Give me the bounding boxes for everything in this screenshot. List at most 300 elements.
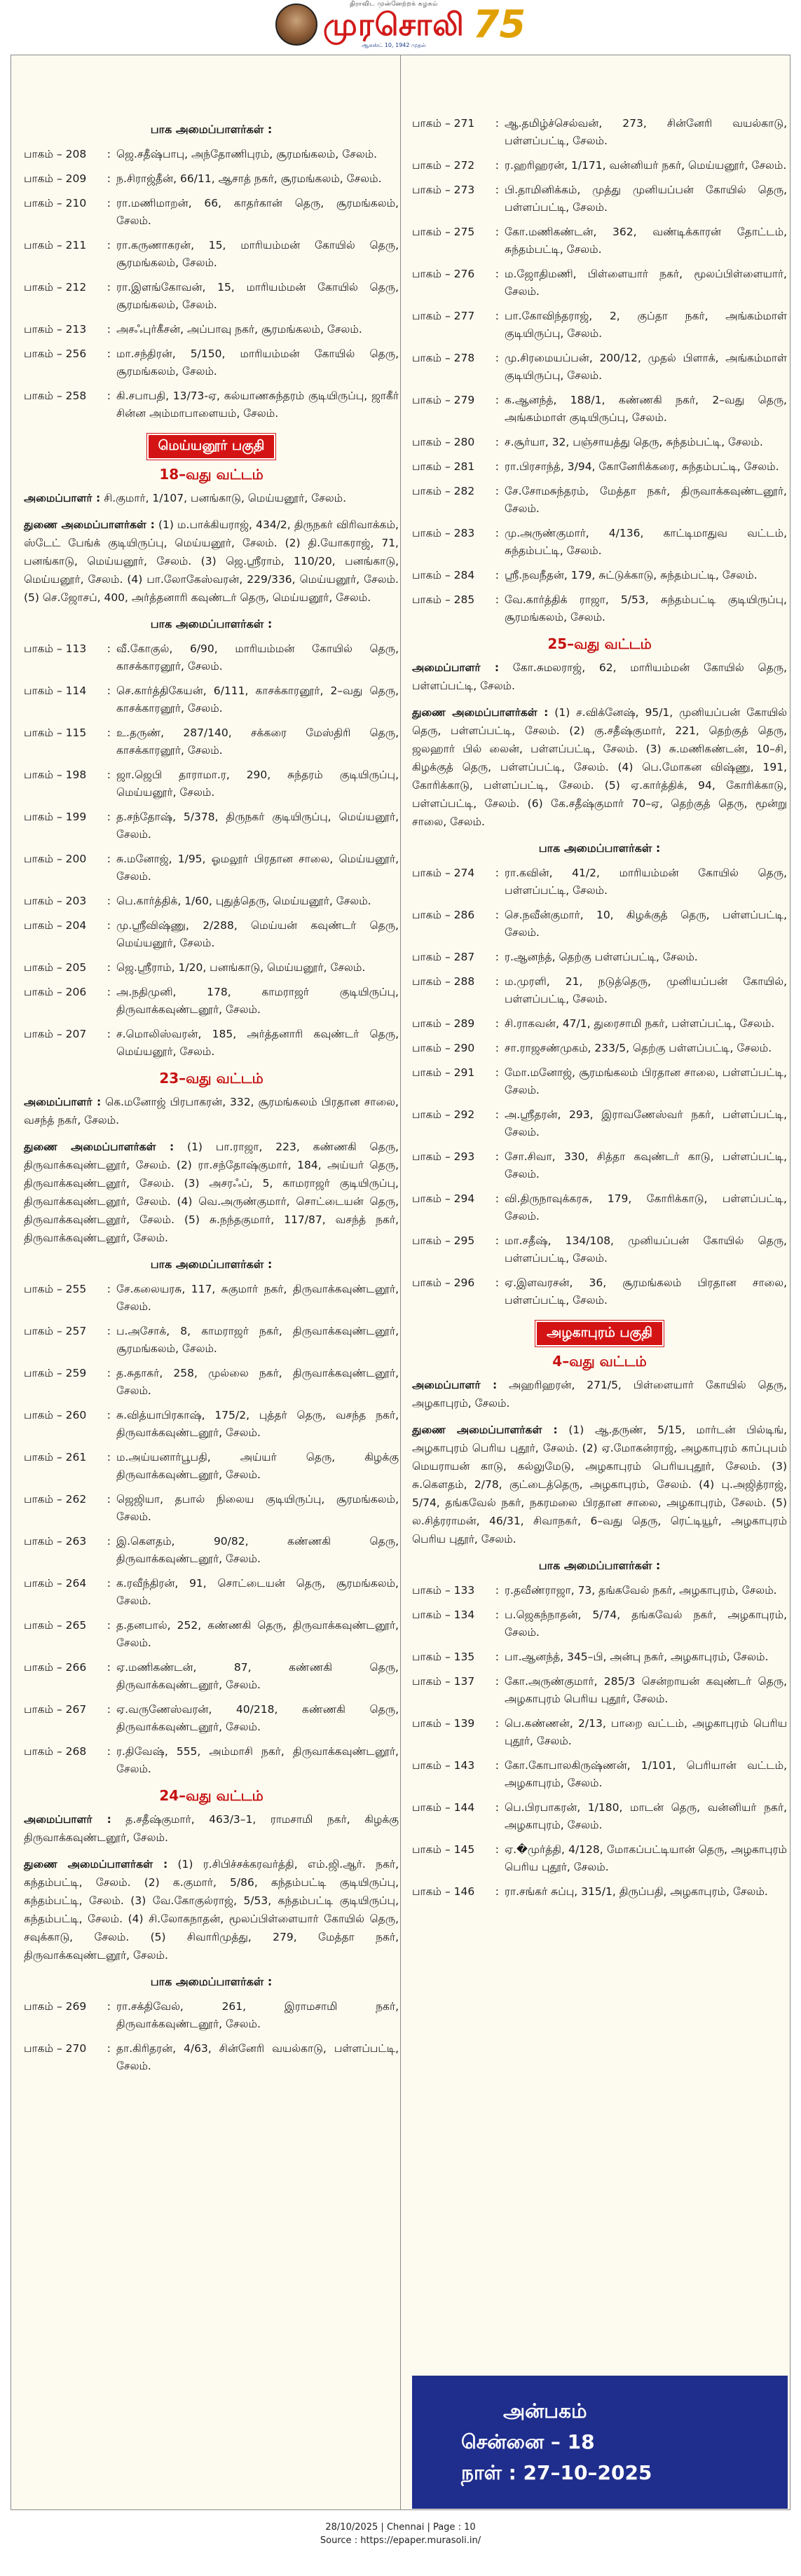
booth-number — [24, 1407, 116, 1442]
booth-entry — [412, 181, 787, 216]
left-column — [24, 55, 399, 2082]
booth-number — [24, 1701, 116, 1736]
booth-number-text: பாகம் – 296 — [412, 1276, 475, 1289]
booth-list — [24, 1281, 399, 1778]
booth-number — [24, 850, 116, 886]
booth-address: வே.கார்த்திக் ராஜா, 5/53, சுந்தம்பட்டி குடியிருப்பு, சூரமங்கலம், சேலம். — [505, 593, 787, 624]
separator: : — [107, 986, 111, 998]
booth-number — [412, 525, 505, 560]
booth-address: மு.சிரமையப்பன், 200/12, முதல் பிளாக், அங்கம்மாள் குடியிருப்பு, சேலம். — [505, 352, 787, 382]
booth-number-text: பாகம் – 264 — [24, 1577, 87, 1590]
booth-organizers-heading: பாக அமைப்பாளர்கள் : — [150, 1258, 273, 1271]
booth-number-text: பாகம் – 213 — [24, 323, 87, 336]
booth-organizers-heading: பாக அமைப்பாளர்கள் : — [538, 1559, 661, 1572]
separator: : — [495, 310, 499, 322]
booth-number — [412, 223, 505, 259]
booth-organizers-heading: பாக அமைப்பாளர்கள் : — [538, 841, 661, 855]
booth-address: ரா.கவின், 41/2, மாரியம்மன் கோயில் தெரு, பள்ளப்பட்டி, சேலம். — [505, 867, 787, 897]
deputies-text: (1) ம.பாக்கியராஜ், 434/2, திருநகர் விரிவாக்கம், ஸ்டேட் பேங்க் குடியிருப்பு, மெய்யனூர், சேலம். (2) தி.யோகராஜ், 71, பனங்காடு, மெய்யனூர், சேலம். (3) ஜெ.ஸ்ரீராம், 110/20, பனங்காடு, மெய்யனூர், சேலம். (4) பா.லோகேஸ்வரன், 229/336, மெய்யனூர், சேலம். (5) செ.ஜோசப், 400, அர்த்தனாரி கவுண்டர் தெரு, மெய்யனூர், சேலம். — [24, 518, 399, 604]
booth-number — [24, 640, 116, 675]
booth-entry — [24, 808, 399, 843]
booth-number — [24, 1281, 116, 1316]
booth-address: தா.கிரிதரன், 4/63, சின்னேரி வயல்காடு, பள்ளப்பட்டி, சேலம். — [116, 2042, 399, 2072]
booth-entry — [24, 984, 399, 1019]
separator: : — [495, 867, 499, 879]
booth-number-text: பாகம் – 271 — [412, 117, 475, 130]
booth-entry — [24, 237, 399, 272]
booth-address: கோ.அருண்குமார், 285/3 சென்றாயன் கவுண்டர் தெரு, அழகாபுரம் பெரிய புதூர், சேலம். — [505, 1675, 787, 1705]
separator: : — [107, 853, 111, 865]
booth-entry — [24, 1533, 399, 1568]
booth-entry — [412, 525, 787, 560]
booth-number — [412, 1673, 505, 1708]
booth-entry — [24, 321, 399, 338]
footer-edition: 28/10/2025 | Chennai | Page : 10 — [325, 2522, 476, 2533]
booth-number — [24, 1533, 116, 1568]
booth-address: செ.நவீன்குமார், 10, கிழக்குத் தெரு, பள்ளப்பட்டி, சேலம். — [505, 909, 787, 939]
separator: : — [495, 593, 499, 606]
booth-number-text: பாகம் – 279 — [412, 394, 475, 406]
ward-organizer — [24, 1093, 399, 1129]
booth-number — [412, 1606, 505, 1641]
booth-entry — [24, 640, 399, 675]
booth-entry — [24, 1701, 399, 1736]
booth-address: ச.சூர்யா, 32, பஞ்சாயத்து தெரு, சுந்தம்பட்டி, சேலம். — [505, 436, 763, 448]
logo-sub: ஆகஸ்ட் 10, 1942 முதல் — [362, 41, 426, 48]
separator: : — [495, 159, 499, 172]
booth-number — [412, 1232, 505, 1267]
booth-address: ர.தவீண்ராஜா, 73, தங்கவேல் நகர், அழகாபுரம், சேலம். — [505, 1584, 777, 1597]
booth-address: ம.ஜோதிமணி, பிள்ளையார் நகர், மூலப்பிள்ளையார், சேலம். — [505, 268, 787, 298]
booth-number-text: பாகம் – 275 — [412, 226, 475, 238]
booth-address: மா.சந்திரன், 5/150, மாரியம்மன் கோயில் தெரு, சூரமங்கலம், சேலம். — [116, 347, 399, 378]
booth-entry — [24, 1323, 399, 1358]
separator: : — [495, 1042, 499, 1054]
ward-heading: 18–வது வட்டம் — [159, 466, 263, 483]
separator: : — [107, 919, 111, 932]
booth-number — [24, 1323, 116, 1358]
organizer-label: அமைப்பாளர் : — [24, 492, 101, 504]
separator: : — [107, 239, 111, 252]
separator: : — [107, 1283, 111, 1295]
booth-number-text: பாகம் – 204 — [24, 919, 87, 932]
separator: : — [107, 1577, 111, 1590]
separator: : — [107, 961, 111, 974]
booth-address: ஏ.மணிகண்டன், 87, கண்ணகி தெரு, திருவாக்கவுண்டனூர், சேலம். — [116, 1661, 399, 1691]
founder-portrait-icon — [275, 4, 317, 46]
booth-address: ப.ஜெகந்நாதன், 5/74, தங்கவேல் நகர், அழகாபுரம், சேலம். — [505, 1609, 787, 1639]
booth-address: மா.சதீஷ், 134/108, முனியப்பன் கோயில் தெரு, பள்ளப்பட்டி, சேலம். — [505, 1234, 787, 1265]
separator: : — [107, 895, 111, 907]
booth-number-text: பாகம் – 205 — [24, 961, 87, 974]
booth-number-text: பாகம் – 261 — [24, 1451, 87, 1463]
booth-number-text: பாகம் – 145 — [412, 1843, 475, 1856]
booth-number-text: பாகம் – 273 — [412, 184, 475, 196]
booth-entry — [24, 1491, 399, 1526]
booth-number — [24, 2040, 116, 2075]
booth-address: ம.அய்யனார்பூபதி, அய்யர் தெரு, கிழக்கு திருவாக்கவுண்டனூர், சேலம். — [116, 1451, 399, 1481]
booth-entry — [412, 1190, 787, 1225]
ward-deputies — [24, 1138, 399, 1247]
booth-entry — [412, 865, 787, 900]
booth-address: கோ.மணிகண்டன், 362, வண்டிக்காரன் தோட்டம், சுந்தம்பட்டி, சேலம். — [505, 226, 787, 256]
booth-number — [24, 321, 116, 338]
booth-entry — [412, 1757, 787, 1792]
separator: : — [107, 1367, 111, 1379]
booth-number-text: பாகம் – 285 — [412, 593, 475, 606]
booth-number — [24, 1575, 116, 1610]
booth-entry — [412, 458, 787, 476]
booth-entry — [412, 434, 787, 451]
booth-number — [412, 266, 505, 301]
booth-number — [412, 115, 505, 150]
booth-address: பா.ஆனந்த், 345–பி, அன்பு நகர், அழகாபுரம், சேலம். — [505, 1651, 769, 1663]
booth-number-text: பாகம் – 206 — [24, 986, 87, 998]
booth-entry — [24, 1026, 399, 1061]
organizer-text: அஹரிஹரன், 271/5, பிள்ளையார் கோயில் தெரு, அழகாபுரம், சேலம். — [412, 1379, 787, 1410]
separator: : — [107, 323, 111, 336]
booth-number-text: பாகம் – 290 — [412, 1042, 475, 1054]
booth-number-text: பாகம் – 143 — [412, 1759, 475, 1772]
booth-entry — [412, 949, 787, 966]
booth-number — [24, 1998, 116, 2033]
booth-number — [412, 1715, 505, 1750]
booth-address: சு.வித்யாபிரகாஷ், 175/2, புத்தர் தெரு, வசந்த நகர், திருவாக்கவுண்டனூர், சேலம். — [116, 1409, 399, 1439]
booth-address: ஜெ.சதீஷ்பாபு, அந்தோணிபுரம், சூரமங்கலம், சேலம். — [116, 148, 378, 160]
booth-number — [412, 308, 505, 343]
booth-address: க.ரவீந்திரன், 91, சொட்டையன் தெரு, சூரமங்கலம், சேலம். — [116, 1577, 399, 1607]
separator: : — [495, 569, 499, 581]
booth-number — [24, 682, 116, 717]
separator: : — [495, 184, 499, 196]
booth-number-text: பாகம் – 270 — [24, 2042, 87, 2055]
booth-address: ரா.பிரசாந்த், 3/94, கோனேரிக்கரை, சுந்தம்பட்டி, சேலம். — [505, 460, 779, 473]
booth-number-text: பாகம் – 266 — [24, 1661, 87, 1674]
separator: : — [107, 1451, 111, 1463]
separator: : — [495, 485, 499, 497]
booth-number-text: பாகம் – 198 — [24, 769, 87, 781]
anniversary-badge: 75 — [472, 2, 526, 46]
booth-entry — [412, 1799, 787, 1834]
booth-list — [24, 1998, 399, 2075]
booth-number — [24, 237, 116, 272]
booth-entry — [412, 1106, 787, 1141]
booth-entry — [412, 1232, 787, 1267]
booth-entry — [412, 266, 787, 301]
separator: : — [495, 1276, 499, 1289]
separator: : — [495, 1017, 499, 1030]
booth-number-text: பாகம் – 277 — [412, 310, 475, 322]
separator: : — [107, 1745, 111, 1758]
separator: : — [495, 352, 499, 364]
separator: : — [495, 1192, 499, 1205]
booth-entry — [412, 1015, 787, 1033]
booth-number-text: பாகம் – 284 — [412, 569, 475, 581]
separator: : — [495, 1885, 499, 1898]
deputies-text: (1) ஆ.தருண், 5/15, மார்டன் பில்டிங், அழகாபுரம் பெரிய புதூர், சேலம். (2) ஏ.மோகன்ராஜ், அழகாபுரம் காப்புபம் மெயராயன் காடு, கல்லுமேடு, அழகாபுரம் பெரியபுதூர், சேலம். (3) சு.கௌதம், 2/78, குட்டைத்தெரு, அழகாபுரம், சேலம். (4) பு.அஜித்ராஜ், 5/74, தங்கவேல் நகர், நகரமலை பிரதான சாலை, அழகாபுரம், சேலம். (5) ல.சித்ரராமன், 46/31, சிவாநகர், 6–வது தெரு, ரெட்டியூர், அழகாபுரம் பெரிய புதூர், சேலம். — [412, 1424, 788, 1545]
booth-entry — [412, 157, 787, 174]
booth-number — [24, 170, 116, 188]
separator: : — [107, 2042, 111, 2055]
booth-number — [412, 1841, 505, 1876]
deputies-label: துணை அமைப்பாளர்கள் : — [412, 1424, 558, 1436]
separator: : — [495, 951, 499, 963]
booth-entry — [24, 1407, 399, 1442]
booth-address: ந.சிராஜ்தீன், 66/11, ஆசாத் நகர், சூரமங்கலம், சேலம். — [116, 172, 382, 185]
booth-number — [412, 392, 505, 427]
separator: : — [107, 811, 111, 823]
booth-address: ஏ.�முர்த்தி, 4/128, மோகப்பட்டியான் தெரு, அழகாபுரம் பெரிய புதூர், சேலம். — [505, 1843, 787, 1873]
booth-entry — [412, 223, 787, 259]
booth-number — [412, 1799, 505, 1834]
booth-number — [24, 766, 116, 801]
booth-address: ரா.இளங்கோவன், 15, மாரியம்மன் கோயில் தெரு, சூரமங்கலம், சேலம். — [116, 281, 399, 311]
booth-entry — [412, 1606, 787, 1641]
booth-list — [412, 1582, 787, 1901]
booth-address: த.தனபால், 252, கண்ணகி தெரு, திருவாக்கவுண்டனூர், சேலம். — [116, 1619, 399, 1649]
booth-address: அ.ஸ்ரீதரன், 293, இராவணேஸ்வர் நகர், பள்ளப்பட்டி, சேலம். — [505, 1108, 787, 1138]
booth-number — [412, 1148, 505, 1183]
booth-number — [24, 146, 116, 163]
greeting-box — [412, 2376, 788, 2509]
ward-organizer — [24, 1810, 399, 1847]
booth-number-text: பாகம் – 294 — [412, 1192, 475, 1205]
booth-number — [412, 1274, 505, 1309]
separator: : — [495, 1066, 499, 1079]
booth-number-text: பாகம் – 137 — [412, 1675, 475, 1688]
logo-tagline: திராவிட முன்னேற்றக் கழகம் — [350, 0, 438, 8]
booth-entry — [412, 308, 787, 343]
separator: : — [107, 390, 111, 402]
separator: : — [107, 1535, 111, 1548]
separator: : — [495, 226, 499, 238]
booth-number-text: பாகம் – 281 — [412, 460, 475, 473]
booth-address: ஏ.இளவரசன், 36, சூரமங்கலம் பிரதான சாலை, பள்ளப்பட்டி, சேலம். — [505, 1276, 787, 1307]
booth-organizers-heading: பாக அமைப்பாளர்கள் : — [150, 123, 273, 136]
booth-entry — [24, 724, 399, 759]
booth-entry — [24, 170, 399, 188]
booth-address: ஸ்ரீ.நவநீதன், 179, சுட்டுக்காடு, சுந்தம்பட்டி, சேலம். — [505, 569, 758, 581]
booth-address: பா.கோவிந்தராஜ், 2, குப்தா நகர், அங்கம்மாள் குடியிருப்பு, சேலம். — [505, 310, 787, 340]
booth-number-text: பாகம் – 280 — [412, 436, 475, 448]
booth-number-text: பாகம் – 267 — [24, 1703, 87, 1716]
booth-address: ரா.மணிமாறன், 66, காதர்கான் தெரு, சூரமங்கலம், சேலம். — [116, 197, 399, 227]
deputies-label: துணை அமைப்பாளர்கள் : — [24, 1858, 168, 1871]
deputies-text: (1) பா.ராஜா, 223, கண்ணகி தெரு, திருவாக்கவுண்டனூர், சேலம். (2) ரா.சந்தோஷ்குமார், 184, அய்யர் தெரு, திருவாக்கவுண்டனூர், சேலம். (3) அசரஃப், 5, காமராஜர் குடியிருப்பு, திருவாக்கவுண்டனூர், சேலம். (4) வெ.அருண்குமார், சொட்டையன் தெரு, திருவாக்கவுண்டனூர், சேலம். (5) சு.நந்தகுமார், 117/87, வசந்த் நகர், திருவாக்கவுண்டனூர், சேலம். — [24, 1141, 399, 1244]
booth-number-text: பாகம் – 274 — [412, 867, 475, 879]
booth-number — [24, 1617, 116, 1652]
separator: : — [107, 1409, 111, 1421]
newspaper-title: முரசொலி — [322, 6, 465, 43]
booth-address: பெ.கண்ணன், 2/13, பாறை வட்டம், அழகாபுரம் பெரிய புதூர், சேலம். — [505, 1717, 787, 1747]
separator: : — [495, 1234, 499, 1247]
booth-entry — [24, 1617, 399, 1652]
booth-number-text: பாகம் – 265 — [24, 1619, 87, 1632]
booth-entry — [412, 1673, 787, 1708]
booth-entry — [412, 907, 787, 942]
separator: : — [495, 975, 499, 988]
separator: : — [107, 1661, 111, 1674]
booth-entry — [412, 483, 787, 518]
booth-number — [24, 959, 116, 977]
booth-address: ரா.கருணாகரன், 15, மாரியம்மன் கோயில் தெரு, சூரமங்கலம், சேலம். — [116, 239, 399, 269]
separator: : — [107, 2000, 111, 2013]
separator: : — [107, 769, 111, 781]
separator: : — [495, 1108, 499, 1121]
booth-address: ஏ.வருணேஸ்வரன், 40/218, கண்ணகி தெரு, திருவாக்கவுண்டனூர், சேலம். — [116, 1703, 399, 1733]
separator: : — [107, 642, 111, 655]
greeting-date: நாள் : 27–10–2025 — [461, 2461, 652, 2484]
booth-number-text: பாகம் – 256 — [24, 347, 87, 360]
booth-entry — [24, 146, 399, 163]
column-divider — [400, 55, 401, 2510]
separator: : — [495, 394, 499, 406]
separator: : — [495, 1584, 499, 1597]
ward-organizer — [412, 1376, 787, 1412]
booth-number-text: பாகம் – 269 — [24, 2000, 87, 2013]
booth-number-text: பாகம் – 291 — [412, 1066, 475, 1079]
booth-entry — [24, 850, 399, 886]
separator: : — [107, 347, 111, 360]
booth-number-text: பாகம் – 255 — [24, 1283, 87, 1295]
booth-address: சா.ராஜசண்முகம், 233/5, தெற்கு பள்ளப்பட்டி, சேலம். — [505, 1042, 772, 1054]
booth-address: ச.மொலிஸ்வரன், 185, அர்த்தனாரி கவுண்டர் தெரு, மெய்யனூர், சேலம். — [116, 1028, 399, 1058]
booth-entry — [24, 917, 399, 952]
ward-organizer — [412, 659, 787, 695]
booth-address: சோ.சிவா, 330, சித்தா கவுண்டர் காடு, பள்ளப்பட்டி, சேலம். — [505, 1150, 787, 1180]
ward-heading: 23–வது வட்டம் — [159, 1070, 263, 1087]
booth-address: ம.முரளி, 21, நடுத்தெரு, முனியப்பன் கோயில், பள்ளப்பட்டி, சேலம். — [505, 975, 787, 1005]
booth-number-text: பாகம் – 293 — [412, 1150, 475, 1163]
booth-number-text: பாகம் – 282 — [412, 485, 475, 497]
booth-address: த.சுதாகர், 258, முல்லை நகர், திருவாக்கவுண்டனூர், சேலம். — [116, 1367, 399, 1397]
booth-address: ஆ.தமிழ்ச்செல்வன், 273, சின்னேரி வயல்காடு, பள்ளப்பட்டி, சேலம். — [505, 117, 787, 147]
booth-list — [412, 865, 787, 1309]
booth-address: த.சந்தோஷ், 5/378, திருநகர் குடியிருப்பு, மெய்யனூர், சேலம். — [116, 811, 399, 841]
organizer-text: சி.குமார், 1/107, பனங்காடு, மெய்யனூர், சேலம். — [104, 492, 347, 504]
right-column — [412, 55, 787, 1908]
booth-number — [24, 1449, 116, 1484]
booth-number-text: பாகம் – 292 — [412, 1108, 475, 1121]
booth-number-text: பாகம் – 287 — [412, 951, 475, 963]
separator: : — [107, 1493, 111, 1506]
booth-number-text: பாகம் – 146 — [412, 1885, 475, 1898]
booth-number — [24, 1365, 116, 1400]
booth-address: மு.அருண்குமார், 4/136, காட்டிமாதுவ வட்டம், சுந்தம்பட்டி, சேலம். — [505, 527, 787, 557]
booth-address: சே.சோமசுந்தரம், மேத்தா நகர், திருவாக்கவுண்டனூர், சேலம். — [505, 485, 787, 515]
booth-number — [412, 1015, 505, 1033]
booth-number — [412, 973, 505, 1008]
separator: : — [495, 909, 499, 921]
booth-number — [24, 1026, 116, 1061]
greeting-place: அன்பகம் — [503, 2399, 587, 2423]
booth-number — [24, 279, 116, 314]
booth-entry — [412, 1148, 787, 1183]
booth-address: சி.ராகவன், 47/1, துரைசாமி நகர், பள்ளப்பட்டி, சேலம். — [505, 1017, 775, 1030]
booth-number-text: பாகம் – 207 — [24, 1028, 87, 1040]
booth-number — [24, 984, 116, 1019]
ward-organizer — [24, 489, 399, 507]
separator: : — [107, 197, 111, 209]
masthead — [0, 0, 801, 49]
booth-address: ஜா.ஜெபி தாராமா.ர, 290, சுந்தரம் குடியிருப்பு, மெய்யனூர், சேலம். — [116, 769, 399, 799]
separator: : — [495, 436, 499, 448]
booth-number — [412, 1064, 505, 1099]
booth-address: பெ.கார்த்திக், 1/60, புதுத்தெரு, மெய்யனூர், சேலம். — [116, 895, 371, 907]
ward-deputies — [412, 703, 787, 831]
booth-address: சே.கலையரசு, 117, சுகுமார் நகர், திருவாக்கவுண்டனூர், சேலம். — [116, 1283, 399, 1313]
booth-entry — [24, 766, 399, 801]
booth-list — [24, 146, 399, 422]
region-heading — [412, 1321, 787, 1346]
booth-number-text: பாகம் – 200 — [24, 853, 87, 865]
separator: : — [495, 1150, 499, 1163]
deputies-label: துணை அமைப்பாளர்கள் : — [24, 1141, 174, 1153]
booth-number — [412, 1190, 505, 1225]
booth-number-text: பாகம் – 268 — [24, 1745, 87, 1758]
booth-address: வி.திருநாவுக்கரசு, 179, கோரிக்காடு, பள்ளப்பட்டி, சேலம். — [505, 1192, 787, 1222]
separator: : — [107, 726, 111, 739]
booth-number — [412, 1040, 505, 1057]
organizer-text: கோ.சுமலராஜ், 62, மாரியம்மன் கோயில் தெரு, பள்ளப்பட்டி, சேலம். — [412, 661, 787, 692]
booth-entry — [412, 567, 787, 584]
separator: : — [495, 1759, 499, 1772]
booth-number — [412, 1106, 505, 1141]
booth-number — [24, 1743, 116, 1778]
separator: : — [107, 172, 111, 185]
booth-number-text: பாகம் – 272 — [412, 159, 475, 172]
separator: : — [495, 1843, 499, 1856]
booth-number — [412, 1757, 505, 1792]
booth-address: சு.மனோஜ், 1/95, ஓமலூர் பிரதான சாலை, மெய்யனூர், சேலம். — [116, 853, 399, 883]
booth-number — [412, 1648, 505, 1666]
booth-address: உ.தருண், 287/140, சக்கரை மேஸ்திரி தெரு, காசக்காரனூர், சேலம். — [116, 726, 399, 757]
booth-number — [24, 1659, 116, 1694]
booth-address: கோ.கோபாலகிருஷ்ணன், 1/101, பெரியான் வட்டம், அழகாபுரம், சேலம். — [505, 1759, 787, 1789]
booth-address: செ.கார்த்திகேயன், 6/111, காசக்காரனூர், 2–வது தெரு, காசக்காரனூர், சேலம். — [116, 684, 399, 715]
booth-number — [412, 157, 505, 174]
separator: : — [495, 117, 499, 130]
booth-entry — [24, 1575, 399, 1610]
booth-number — [412, 591, 505, 626]
booth-number-text: பாகம் – 115 — [24, 726, 87, 739]
ward-deputies — [412, 1421, 787, 1548]
booth-number-text: பாகம் – 133 — [412, 1584, 475, 1597]
booth-address: அ.நதிமுனி, 178, காமராஜர் குடியிருப்பு, திருவாக்கவுண்டனூர், சேலம். — [116, 986, 399, 1016]
booth-number — [412, 483, 505, 518]
booth-number — [24, 1491, 116, 1526]
booth-address: ரா.சங்கர் சுப்பு, 315/1, திருப்பதி, அழகாபுரம், சேலம். — [505, 1885, 768, 1898]
booth-number — [412, 434, 505, 451]
separator: : — [495, 1609, 499, 1621]
booth-entry — [412, 1841, 787, 1876]
logo-text — [323, 1, 465, 49]
booth-organizers-heading: பாக அமைப்பாளர்கள் : — [150, 1975, 273, 1988]
booth-address: பெ.பிரபாகரன், 1/180, மாடன் தெரு, வன்னியர் நகர், அழகாபுரம், சேலம். — [505, 1801, 787, 1831]
ward-heading: 24–வது வட்டம் — [159, 1787, 263, 1804]
booth-entry — [412, 1648, 787, 1666]
deputies-text: (1) ர.சிபிச்சக்கரவர்த்தி, எம்.ஜி.ஆர். நகர், கந்தம்பட்டி, சேலம். (2) க.குமார், 5/86, கந்தம்பட்டி குடியிருப்பு, கந்தம்பட்டி, சேலம். (3) வே.கோகுல்ராஜ், 5/53, கந்தம்பட்டி குடியிருப்பு, கந்தம்பட்டி, சேலம். (4) சி.லோகநாதன், மூலப்பிள்ளையார் கோயில் தெரு, சவுக்காடு, சேலம். (5) சிவாரிமுத்து, 279, மேத்தா நகர், திருவாக்கவுண்டனூர், சேலம். — [24, 1858, 399, 1962]
ward-heading: 25–வது வட்டம் — [547, 635, 652, 652]
separator: : — [495, 460, 499, 473]
booth-entry — [24, 1743, 399, 1778]
booth-number — [412, 1582, 505, 1599]
booth-entry — [24, 1449, 399, 1484]
booth-number — [412, 949, 505, 966]
booth-address: ஜெஜியா, தபால் நிலைய குடியிருப்பு, சூரமங்கலம், சேலம். — [116, 1493, 399, 1523]
deputies-text: (1) ச.விக்னேஷ், 95/1, முனியப்பன் கோயில் தெரு, பள்ளப்பட்டி, சேலம். (2) கு.சதீஷ்குமார், 221, தெற்குத் தெரு, ஜலஹார் பில் லைன், பள்ளப்பட்டி, சேலம். (3) சு.மணிகண்டன், 10–சி, கிழக்குத் தெரு, பள்ளப்பட்டி, சேலம். (4) பெ.மோகன விஷ்ணு, 191, கோரிக்காடு, பள்ளப்பட்டி, சேலம். (5) ஏ.கார்த்திக், 94, கோரிக்காடு, பள்ளப்பட்டி, சேலம். (6) கே.சதீஷ்குமார் 70–ஏ, தெற்குத் தெரு, மூன்று சாலை, சேலம். — [412, 706, 788, 828]
booth-entry — [24, 1281, 399, 1316]
